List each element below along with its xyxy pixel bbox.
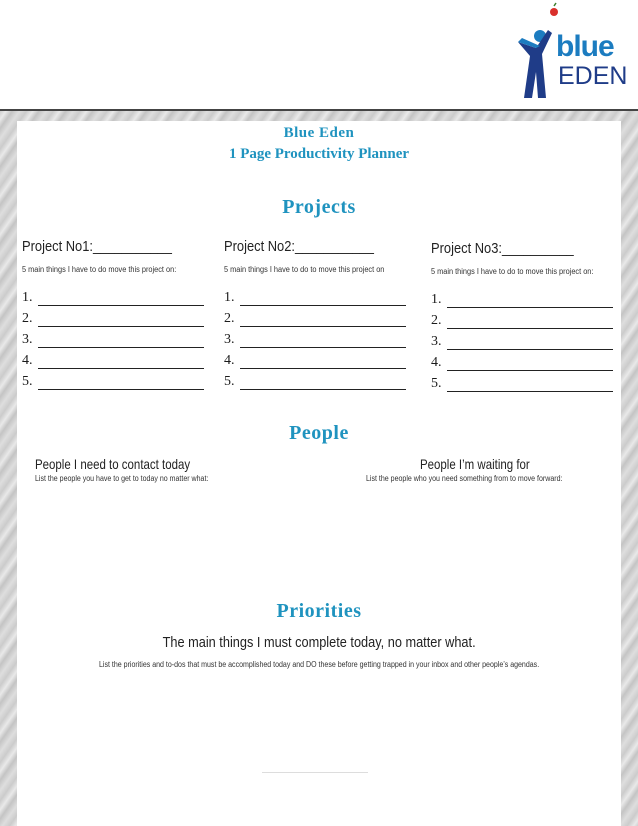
list-item[interactable]: 3.: [22, 327, 222, 348]
blank-line[interactable]: [38, 292, 204, 306]
priorities-title: The main things I must complete today, no matter what.: [162, 634, 476, 651]
list-item[interactable]: 4.: [22, 348, 222, 369]
blank-line[interactable]: [38, 376, 204, 390]
logo-word-blue: blue: [556, 30, 614, 63]
blank-line[interactable]: [240, 313, 406, 327]
list-item[interactable]: 3.: [224, 327, 424, 348]
list-item[interactable]: 2.: [22, 306, 222, 327]
contact-instructions: List the people you have to get to today no matter what:: [35, 474, 209, 483]
planner-subtitle: 1 Page Productivity Planner: [228, 146, 410, 162]
blank-line[interactable]: [38, 313, 204, 327]
priorities-instructions: List the priorities and to-dos that must be accomplished today and DO these before getting trapped in your inbox and other people’s agendas.: [98, 660, 540, 669]
list-item[interactable]: 1.: [224, 285, 424, 306]
list-item[interactable]: 3.: [431, 329, 631, 350]
project-instructions: 5 main things I have to do to move this project on:: [431, 267, 594, 276]
blank-line[interactable]: [447, 378, 613, 392]
list-item[interactable]: 5.: [22, 369, 222, 390]
projects-heading: Projects: [282, 196, 356, 218]
list-item[interactable]: 1.: [22, 285, 222, 306]
blank-line[interactable]: [240, 376, 406, 390]
contact-title: People I need to contact today: [35, 456, 191, 472]
blank-line[interactable]: [240, 334, 406, 348]
blank-line[interactable]: [240, 292, 406, 306]
footer-divider: [262, 772, 368, 773]
blank-line[interactable]: [447, 294, 613, 308]
project-title: Project No1:___________: [22, 238, 172, 255]
project-instructions: 5 main things I have to do move this project on:: [22, 265, 177, 274]
list-item[interactable]: 5.: [431, 371, 631, 392]
blank-line[interactable]: [447, 315, 613, 329]
waiting-instructions: List the people who you need something from to move forward:: [366, 474, 563, 483]
project-1: [22, 238, 222, 390]
list-item[interactable]: 2.: [224, 306, 424, 327]
page-header: [0, 0, 638, 110]
planner-title: Blue Eden: [283, 125, 355, 141]
logo-word-eden: EDEN: [558, 62, 628, 90]
list-item[interactable]: 1.: [431, 287, 631, 308]
apple-icon: [550, 8, 558, 16]
list-item[interactable]: 5.: [224, 369, 424, 390]
waiting-title: People I’m waiting for: [420, 456, 530, 472]
project-lines: [22, 285, 222, 390]
blank-line[interactable]: [38, 334, 204, 348]
list-item[interactable]: 4.: [224, 348, 424, 369]
priorities-heading: Priorities: [276, 600, 362, 622]
project-instructions: 5 main things I have to do to move this project on: [224, 265, 385, 274]
people-heading: People: [289, 422, 349, 444]
list-item[interactable]: 4.: [431, 350, 631, 371]
list-item[interactable]: 2.: [431, 308, 631, 329]
blank-line[interactable]: [240, 355, 406, 369]
blank-line[interactable]: [447, 357, 613, 371]
blue-eden-logo: [510, 2, 630, 102]
blank-line[interactable]: [38, 355, 204, 369]
project-3: [431, 240, 631, 392]
project-title: Project No3:__________: [431, 240, 574, 257]
project-title: Project No2:___________: [224, 238, 374, 255]
project-2: [224, 238, 424, 390]
project-lines: [224, 285, 424, 390]
blank-line[interactable]: [447, 336, 613, 350]
project-lines: [431, 287, 631, 392]
